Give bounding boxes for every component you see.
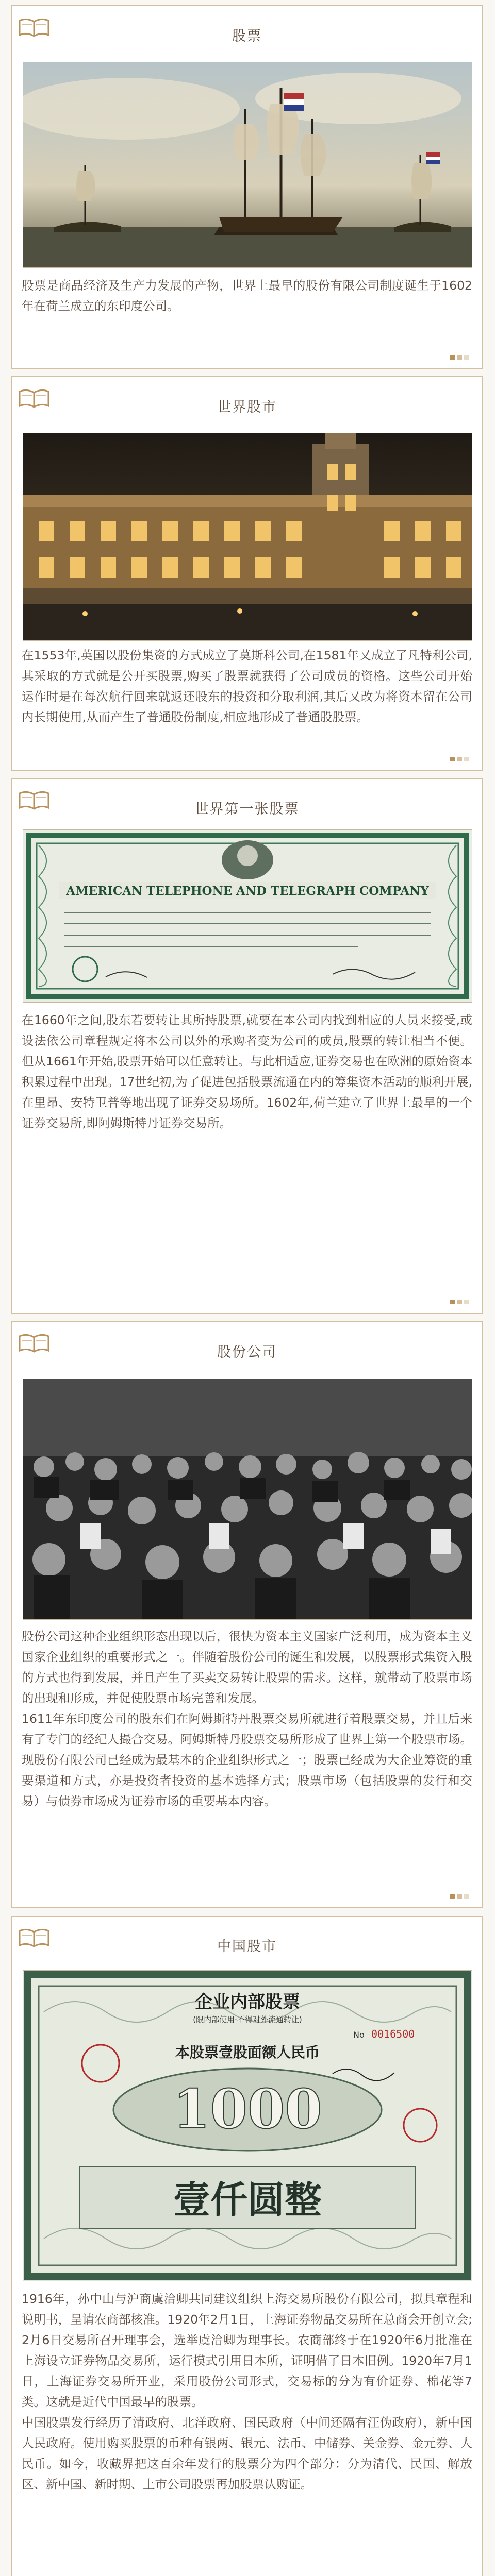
certificate-heading: AMERICAN TELEPHONE AND TELEGRAPH COMPANY xyxy=(66,884,429,898)
section-title: 中国股市 xyxy=(217,1939,277,1955)
corner-ornament-icon xyxy=(449,755,474,762)
corner-ornament-icon xyxy=(449,353,474,361)
section-text xyxy=(22,275,472,316)
corner-ornament-icon xyxy=(449,1893,474,1900)
certificate-header: 企业内部股票 xyxy=(195,1992,300,2012)
paragraph: 在1660年之间,股东若要转让其所持股票,就要在本公司内找到相应的人员来接受,或设法依公司章程规定将本公司以外的承购者变为公司的成员,股票的转让相当不便。但从1661年开始,股票开始可以任意转让。与此相适应,证券交易也在欧洲的原始资本积累过程中出现。17世纪初,为了促进包括股票流通在内的筹集资本活动的顺利开展,在里昂、安特卫普等地出现了证券交易场所。1602年,荷兰建立了世界上最早的一个证券交易所,即阿姆斯特丹证券交易所。 xyxy=(22,1013,472,1130)
section-card-first-stock xyxy=(11,778,483,1314)
section-header xyxy=(12,779,482,831)
section-header xyxy=(12,1322,482,1374)
certificate-denomination: 1000 xyxy=(173,2077,322,2141)
chinese-stock-certificate-image xyxy=(23,1970,472,2281)
section-text xyxy=(22,1626,472,1811)
section-card-world-market xyxy=(11,376,483,771)
section-card-joint-stock-company xyxy=(11,1321,483,1908)
paragraph: 股票是商品经济及生产力发展的产物，世界上最早的股份有限公司制度诞生于1602年在荷兰成立的东印度公司。 xyxy=(22,278,472,313)
certificate-amount: 壹仟圆整 xyxy=(173,2178,322,2222)
section-title: 世界第一张股票 xyxy=(194,801,300,817)
certificate-number: 0016500 xyxy=(371,2028,415,2040)
paragraph: 1611年东印度公司的股东们在阿姆斯特丹股票交易所就进行着股票交易，并且后来有了专门的经纪人撮合交易。阿姆斯特丹股票交易所形成了世界上第一个股票市场。现股份有限公司已经成为最基本的企业组织形式之一；股票已经成为大企业筹资的重要渠道和方式，亦是投资者投资的基本选择方式；股票市场（包括股票的发行和交易）与债券市场成为证券市场的重要基本内容。 xyxy=(22,1711,472,1808)
section-card-china-market xyxy=(11,1916,483,2576)
section-text xyxy=(22,2289,472,2495)
section-header xyxy=(12,1917,482,1968)
section-title: 股份公司 xyxy=(217,1344,277,1360)
certificate-number-label: No xyxy=(353,2030,365,2040)
certificate-subheader: (限内部使用·不得对外流通转让) xyxy=(193,2015,302,2024)
section-text xyxy=(22,1010,472,1133)
paragraph: 中国股票发行经历了清政府、北洋政府、国民政府（中间还隔有汪伪政府），新中国人民政府。使用购买股票的币种有银两、银元、法币、中储券、关金券、金元券、人民币。如今，收藏界把这百余年发行的股票分为四个部分：分为清代、民国、解放区、新中国、新时期、上市公司股票再加股票认购证。 xyxy=(22,2415,472,2492)
corner-ornament-icon xyxy=(449,1298,474,1306)
section-title: 股票 xyxy=(232,28,262,44)
paragraph: 在1553年,英国以股份集资的方式成立了莫斯科公司,在1581年又成立了凡特利公司,其采取的方式就是公开买股票,购买了股票就获得了公司成员的资格。这些公司开始运作时是在每次航行回来就返还股东的投资和分取利润,其后又改为将资本留在公司内长期使用,从而产生了普通股份制度,相应地形成了普通股股票。 xyxy=(22,648,472,724)
sailing-ships-painting xyxy=(23,62,472,268)
paragraph: 1916年，孙中山与沪商虞洽卿共同建议组织上海交易所股份有限公司，拟具章程和说明书，呈请农商部核准。1920年2月1日，上海证券物品交易所在总商会开创立会;2月6日交易所召开理事会，选举虞洽卿为理事长。农商部终于在1920年6月批准在上海设立证券物品交易所，运行模式引用日本所，证明借了日本旧例。1920年7月1日，上海证券交易所开业，采用股份公司形式，交易标的分为有价证券、棉花等7类。这就是近代中国最早的股票。 xyxy=(22,2292,472,2409)
certificate-line: 本股票壹股面额人民币 xyxy=(175,2044,320,2061)
stock-certificate-image xyxy=(23,829,472,1003)
section-header xyxy=(12,377,482,429)
paragraph: 股份公司这种企业组织形态出现以后，很快为资本主义国家广泛利用，成为资本主义国家企业组织的重要形式之一。伴随着股份公司的诞生和发展，以股票形式集资入股的方式也得到发展，并且产生了买卖交易转让股票的需求。这样，就带动了股票市场的出现和形成，并促使股票市场完善和发展。 xyxy=(22,1629,472,1705)
section-title: 世界股市 xyxy=(217,399,277,415)
section-text xyxy=(22,645,472,727)
section-card-stock xyxy=(11,5,483,369)
section-header xyxy=(12,6,482,58)
stock-exchange-building-photo xyxy=(23,433,472,641)
trading-floor-crowd-photo xyxy=(23,1379,472,1620)
